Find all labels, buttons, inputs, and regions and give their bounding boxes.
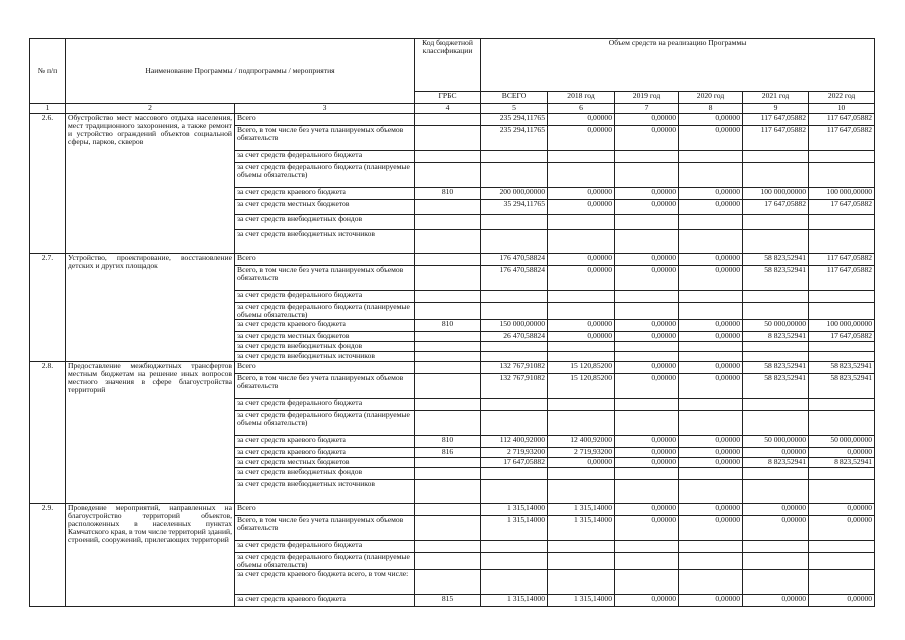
amount-total: 17 647,05882 — [481, 457, 548, 467]
funding-source-label: за счет средств краевого бюджета всего, в том числе: — [235, 569, 415, 594]
amount-total — [481, 230, 548, 254]
amount-year — [615, 569, 679, 594]
table-row — [30, 254, 875, 266]
amount-year — [615, 398, 679, 410]
amount-year: 8 823,52941 — [743, 457, 809, 467]
amount-year — [809, 479, 875, 503]
funding-source-label: за счет средств местных бюджетов — [235, 200, 415, 215]
grbs-code — [415, 341, 481, 351]
grbs-code — [415, 151, 481, 163]
amount-year — [679, 569, 743, 594]
header-total: ВСЕГО — [481, 92, 548, 104]
amount-year — [548, 410, 615, 435]
grbs-code — [415, 200, 481, 215]
amount-year — [809, 398, 875, 410]
amount-total: 176 470,58824 — [481, 254, 548, 266]
amount-year: 0,00000 — [615, 126, 679, 151]
funding-source-label: за счет средств федерального бюджета — [235, 151, 415, 163]
amount-year: 58 823,52941 — [809, 361, 875, 373]
amount-year — [548, 479, 615, 503]
amount-year — [615, 540, 679, 552]
funding-source-label: за счет средств краевого бюджета — [235, 447, 415, 457]
amount-year: 0,00000 — [615, 361, 679, 373]
amount-year: 17 647,05882 — [809, 200, 875, 215]
table-row — [30, 503, 875, 515]
amount-year — [548, 341, 615, 351]
amount-year — [809, 552, 875, 569]
amount-year: 0,00000 — [548, 126, 615, 151]
amount-year — [679, 291, 743, 303]
amount-year — [615, 163, 679, 188]
amount-year: 117 647,05882 — [809, 266, 875, 291]
column-number: 2 — [66, 104, 235, 114]
amount-year — [548, 215, 615, 230]
amount-year — [809, 163, 875, 188]
amount-total: 2 719,93200 — [481, 447, 548, 457]
grbs-code: 810 — [415, 319, 481, 331]
amount-year — [743, 410, 809, 435]
amount-total: 150 000,00000 — [481, 319, 548, 331]
amount-year: 100 000,00000 — [809, 319, 875, 331]
amount-year — [809, 467, 875, 479]
amount-year: 0,00000 — [548, 200, 615, 215]
amount-year — [615, 467, 679, 479]
grbs-code — [415, 351, 481, 361]
amount-year: 50 000,00000 — [743, 435, 809, 447]
amount-year: 15 120,85200 — [548, 361, 615, 373]
amount-year — [615, 479, 679, 503]
amount-year: 0,00000 — [615, 435, 679, 447]
amount-year — [548, 151, 615, 163]
amount-year: 2 719,93200 — [548, 447, 615, 457]
amount-year — [615, 351, 679, 361]
column-number: 7 — [615, 104, 679, 114]
column-number: 8 — [679, 104, 743, 114]
amount-year: 0,00000 — [679, 361, 743, 373]
amount-year — [743, 215, 809, 230]
header-num: № п/п — [30, 39, 66, 104]
amount-year: 0,00000 — [679, 503, 743, 515]
funding-source-label: за счет средств федерального бюджета (планируемые объемы обязательств) — [235, 552, 415, 569]
funding-source-label: за счет средств внебюджетных источников — [235, 351, 415, 361]
amount-total: 1 315,14000 — [481, 594, 548, 606]
budget-table-sheet — [29, 38, 874, 607]
amount-year — [615, 552, 679, 569]
section-name: Устройство, проектирование, восстановление детских и других площадок — [66, 254, 235, 362]
amount-year: 0,00000 — [615, 254, 679, 266]
amount-year: 0,00000 — [548, 266, 615, 291]
amount-year: 0,00000 — [615, 594, 679, 606]
amount-year: 12 400,92000 — [548, 435, 615, 447]
amount-year: 0,00000 — [679, 447, 743, 457]
amount-total — [481, 291, 548, 303]
section-name: Предоставление межбюджетных трансфертов местным бюджетам на решение иных вопросов местного значения в сфере благоустройства территорий — [66, 361, 235, 503]
amount-year: 100 000,00000 — [809, 188, 875, 200]
amount-year: 15 120,85200 — [548, 373, 615, 398]
amount-year — [679, 479, 743, 503]
amount-year: 0,00000 — [615, 200, 679, 215]
amount-year — [615, 341, 679, 351]
grbs-code — [415, 291, 481, 303]
amount-total — [481, 215, 548, 230]
funding-source-label: за счет средств федерального бюджета — [235, 540, 415, 552]
amount-year — [548, 467, 615, 479]
amount-total: 1 315,14000 — [481, 503, 548, 515]
grbs-code — [415, 373, 481, 398]
table-header — [30, 39, 875, 114]
amount-year: 0,00000 — [615, 503, 679, 515]
amount-year — [743, 479, 809, 503]
column-number: 1 — [30, 104, 66, 114]
amount-year: 0,00000 — [548, 254, 615, 266]
amount-year: 8 823,52941 — [743, 331, 809, 341]
amount-year: 0,00000 — [679, 435, 743, 447]
amount-year: 58 823,52941 — [809, 373, 875, 398]
amount-year: 0,00000 — [548, 319, 615, 331]
grbs-code — [415, 254, 481, 266]
amount-year — [679, 467, 743, 479]
amount-year — [809, 341, 875, 351]
amount-year: 0,00000 — [679, 188, 743, 200]
amount-year: 0,00000 — [615, 188, 679, 200]
amount-year — [743, 291, 809, 303]
funding-source-label: за счет средств внебюджетных источников — [235, 230, 415, 254]
amount-year — [615, 151, 679, 163]
amount-total: 176 470,58824 — [481, 266, 548, 291]
grbs-code — [415, 515, 481, 540]
amount-year — [743, 398, 809, 410]
funding-source-label: за счет средств федерального бюджета (планируемые объемы обязательств) — [235, 303, 415, 320]
header-grbs: ГРБС — [415, 92, 481, 104]
column-number: 4 — [415, 104, 481, 114]
amount-year: 0,00000 — [743, 503, 809, 515]
header-year: 2022 год — [809, 92, 875, 104]
amount-total: 26 470,58824 — [481, 331, 548, 341]
section-name: Проведение мероприятий, направленных на благоустройство территорий объектов, расположенных в населенных пунктах Камчатского края, в том числе территорий зданий, строений, сооружений, прилегающих территорий — [66, 503, 235, 606]
amount-year — [548, 569, 615, 594]
amount-total: 235 294,11765 — [481, 114, 548, 126]
amount-year — [615, 230, 679, 254]
grbs-code — [415, 230, 481, 254]
amount-year: 0,00000 — [809, 594, 875, 606]
amount-year — [679, 230, 743, 254]
section-number: 2.9. — [30, 503, 66, 606]
funding-source-label: Всего, в том числе без учета планируемых объемов обязательств — [235, 515, 415, 540]
amount-year: 0,00000 — [548, 114, 615, 126]
amount-year: 0,00000 — [615, 447, 679, 457]
amount-year — [809, 230, 875, 254]
funding-source-label: за счет средств федерального бюджета (планируемые объемы обязательств) — [235, 410, 415, 435]
amount-total — [481, 479, 548, 503]
amount-total — [481, 552, 548, 569]
amount-year — [548, 552, 615, 569]
grbs-code — [415, 457, 481, 467]
funding-source-label: за счет средств федерального бюджета — [235, 398, 415, 410]
table-row — [30, 361, 875, 373]
amount-year: 0,00000 — [615, 373, 679, 398]
amount-year — [809, 410, 875, 435]
amount-year — [743, 230, 809, 254]
amount-year: 0,00000 — [679, 200, 743, 215]
amount-year — [809, 351, 875, 361]
grbs-code — [415, 361, 481, 373]
amount-year — [809, 540, 875, 552]
program-funding-table — [29, 38, 875, 607]
grbs-code: 810 — [415, 188, 481, 200]
amount-year: 0,00000 — [548, 457, 615, 467]
header-volume: Объем средств на реализацию Программы — [481, 39, 875, 92]
grbs-code — [415, 215, 481, 230]
amount-total — [481, 467, 548, 479]
grbs-code — [415, 331, 481, 341]
amount-year — [809, 303, 875, 320]
section-name: Обустройство мест массового отдыха населения, мест традиционного захоронения, а также ремонт и устройство ограждений объектов социальной сферы, парков, скверов — [66, 114, 235, 254]
amount-year: 1 315,14000 — [548, 503, 615, 515]
amount-year: 0,00000 — [809, 447, 875, 457]
header-name: Наименование Программы / подпрограммы / мероприятия — [66, 39, 415, 104]
table-row — [30, 114, 875, 126]
funding-source-label: за счет средств федерального бюджета — [235, 291, 415, 303]
amount-year — [743, 467, 809, 479]
amount-year: 0,00000 — [615, 114, 679, 126]
amount-year: 58 823,52941 — [743, 361, 809, 373]
grbs-code — [415, 540, 481, 552]
funding-source-label: Всего, в том числе без учета планируемых объемов обязательств — [235, 126, 415, 151]
amount-total — [481, 540, 548, 552]
funding-source-label: за счет средств краевого бюджета — [235, 319, 415, 331]
grbs-code — [415, 398, 481, 410]
amount-year — [679, 151, 743, 163]
amount-year — [548, 540, 615, 552]
grbs-code — [415, 126, 481, 151]
header-year: 2021 год — [743, 92, 809, 104]
column-numbers-row — [30, 104, 875, 114]
amount-total — [481, 351, 548, 361]
funding-source-label: за счет средств внебюджетных фондов — [235, 467, 415, 479]
funding-source-label: за счет средств внебюджетных фондов — [235, 341, 415, 351]
amount-total — [481, 569, 548, 594]
amount-year — [548, 351, 615, 361]
amount-year — [809, 151, 875, 163]
amount-year: 0,00000 — [809, 503, 875, 515]
amount-year: 0,00000 — [615, 266, 679, 291]
amount-year — [743, 341, 809, 351]
amount-year: 117 647,05882 — [743, 114, 809, 126]
amount-total: 200 000,00000 — [481, 188, 548, 200]
amount-total: 132 767,91082 — [481, 361, 548, 373]
grbs-code — [415, 479, 481, 503]
section-number: 2.8. — [30, 361, 66, 503]
amount-total — [481, 163, 548, 188]
column-number: 10 — [809, 104, 875, 114]
amount-total — [481, 410, 548, 435]
amount-total: 1 315,14000 — [481, 515, 548, 540]
funding-source-label: Всего — [235, 114, 415, 126]
amount-year — [679, 398, 743, 410]
amount-year: 0,00000 — [679, 126, 743, 151]
grbs-code — [415, 163, 481, 188]
funding-source-label: Всего — [235, 254, 415, 266]
amount-year — [743, 540, 809, 552]
amount-year: 17 647,05882 — [743, 200, 809, 215]
grbs-code — [415, 303, 481, 320]
grbs-code — [415, 266, 481, 291]
amount-year — [743, 151, 809, 163]
amount-year: 117 647,05882 — [809, 126, 875, 151]
amount-total: 35 294,11765 — [481, 200, 548, 215]
section-number: 2.7. — [30, 254, 66, 362]
amount-year: 0,00000 — [679, 266, 743, 291]
amount-year: 0,00000 — [809, 515, 875, 540]
amount-year: 0,00000 — [615, 457, 679, 467]
funding-source-label: за счет средств внебюджетных источников — [235, 479, 415, 503]
funding-source-label: за счет средств краевого бюджета — [235, 594, 415, 606]
amount-year: 117 647,05882 — [809, 254, 875, 266]
amount-year: 117 647,05882 — [743, 126, 809, 151]
amount-year — [743, 303, 809, 320]
grbs-code — [415, 467, 481, 479]
amount-year — [743, 351, 809, 361]
amount-year: 58 823,52941 — [743, 254, 809, 266]
amount-year: 8 823,52941 — [809, 457, 875, 467]
amount-year — [743, 569, 809, 594]
amount-year: 1 315,14000 — [548, 594, 615, 606]
amount-year: 100 000,00000 — [743, 188, 809, 200]
amount-total: 132 767,91082 — [481, 373, 548, 398]
amount-year: 0,00000 — [679, 319, 743, 331]
amount-year — [809, 215, 875, 230]
section-number: 2.6. — [30, 114, 66, 254]
amount-total: 112 400,92000 — [481, 435, 548, 447]
funding-source-label: за счет средств федерального бюджета (планируемые объемы обязательств) — [235, 163, 415, 188]
amount-year: 0,00000 — [679, 254, 743, 266]
amount-year — [679, 540, 743, 552]
amount-year — [679, 215, 743, 230]
grbs-code — [415, 410, 481, 435]
amount-year: 0,00000 — [548, 331, 615, 341]
amount-year: 50 000,00000 — [743, 319, 809, 331]
funding-source-label: за счет средств краевого бюджета — [235, 188, 415, 200]
funding-source-label: за счет средств краевого бюджета — [235, 435, 415, 447]
table-body — [30, 114, 875, 607]
grbs-code — [415, 552, 481, 569]
funding-source-label: Всего, в том числе без учета планируемых объемов обязательств — [235, 266, 415, 291]
amount-year — [679, 410, 743, 435]
amount-total — [481, 303, 548, 320]
column-number: 9 — [743, 104, 809, 114]
amount-year — [809, 569, 875, 594]
grbs-code — [415, 114, 481, 126]
amount-year: 0,00000 — [615, 515, 679, 540]
amount-year: 0,00000 — [615, 331, 679, 341]
amount-year: 0,00000 — [679, 373, 743, 398]
amount-year: 58 823,52941 — [743, 266, 809, 291]
amount-year — [679, 351, 743, 361]
header-year: 2018 год — [548, 92, 615, 104]
grbs-code: 815 — [415, 594, 481, 606]
amount-year: 0,00000 — [743, 515, 809, 540]
amount-year — [548, 303, 615, 320]
amount-year — [548, 291, 615, 303]
amount-total — [481, 398, 548, 410]
funding-source-label: за счет средств внебюджетных фондов — [235, 215, 415, 230]
amount-year: 0,00000 — [615, 319, 679, 331]
column-number: 5 — [481, 104, 548, 114]
funding-source-label: Всего, в том числе без учета планируемых объемов обязательств — [235, 373, 415, 398]
amount-year — [679, 163, 743, 188]
funding-source-label: за счет средств местных бюджетов — [235, 457, 415, 467]
amount-year: 0,00000 — [679, 594, 743, 606]
amount-year — [548, 398, 615, 410]
amount-year — [679, 552, 743, 569]
amount-year: 17 647,05882 — [809, 331, 875, 341]
grbs-code — [415, 503, 481, 515]
amount-year: 0,00000 — [743, 447, 809, 457]
header-year: 2020 год — [679, 92, 743, 104]
amount-total — [481, 151, 548, 163]
amount-year: 0,00000 — [679, 515, 743, 540]
amount-year — [615, 215, 679, 230]
funding-source-label: Всего — [235, 503, 415, 515]
amount-total — [481, 341, 548, 351]
grbs-code: 816 — [415, 447, 481, 457]
amount-year — [743, 163, 809, 188]
funding-source-label: Всего — [235, 361, 415, 373]
amount-total: 235 294,11765 — [481, 126, 548, 151]
amount-year — [679, 303, 743, 320]
amount-year — [679, 341, 743, 351]
amount-year: 0,00000 — [679, 331, 743, 341]
header-year: 2019 год — [615, 92, 679, 104]
amount-year: 0,00000 — [743, 594, 809, 606]
column-number: 3 — [235, 104, 415, 114]
column-number: 6 — [548, 104, 615, 114]
amount-year: 0,00000 — [548, 188, 615, 200]
amount-year: 0,00000 — [679, 114, 743, 126]
amount-year — [615, 410, 679, 435]
amount-year: 1 315,14000 — [548, 515, 615, 540]
grbs-code: 810 — [415, 435, 481, 447]
amount-year: 58 823,52941 — [743, 373, 809, 398]
grbs-code — [415, 569, 481, 594]
amount-year: 117 647,05882 — [809, 114, 875, 126]
amount-year: 0,00000 — [679, 457, 743, 467]
amount-year — [548, 230, 615, 254]
amount-year — [615, 303, 679, 320]
header-code: Код бюджетной классификации — [415, 39, 481, 92]
amount-year — [548, 163, 615, 188]
amount-year — [743, 552, 809, 569]
amount-year: 50 000,00000 — [809, 435, 875, 447]
funding-source-label: за счет средств местных бюджетов — [235, 331, 415, 341]
amount-year — [615, 291, 679, 303]
amount-year — [809, 291, 875, 303]
